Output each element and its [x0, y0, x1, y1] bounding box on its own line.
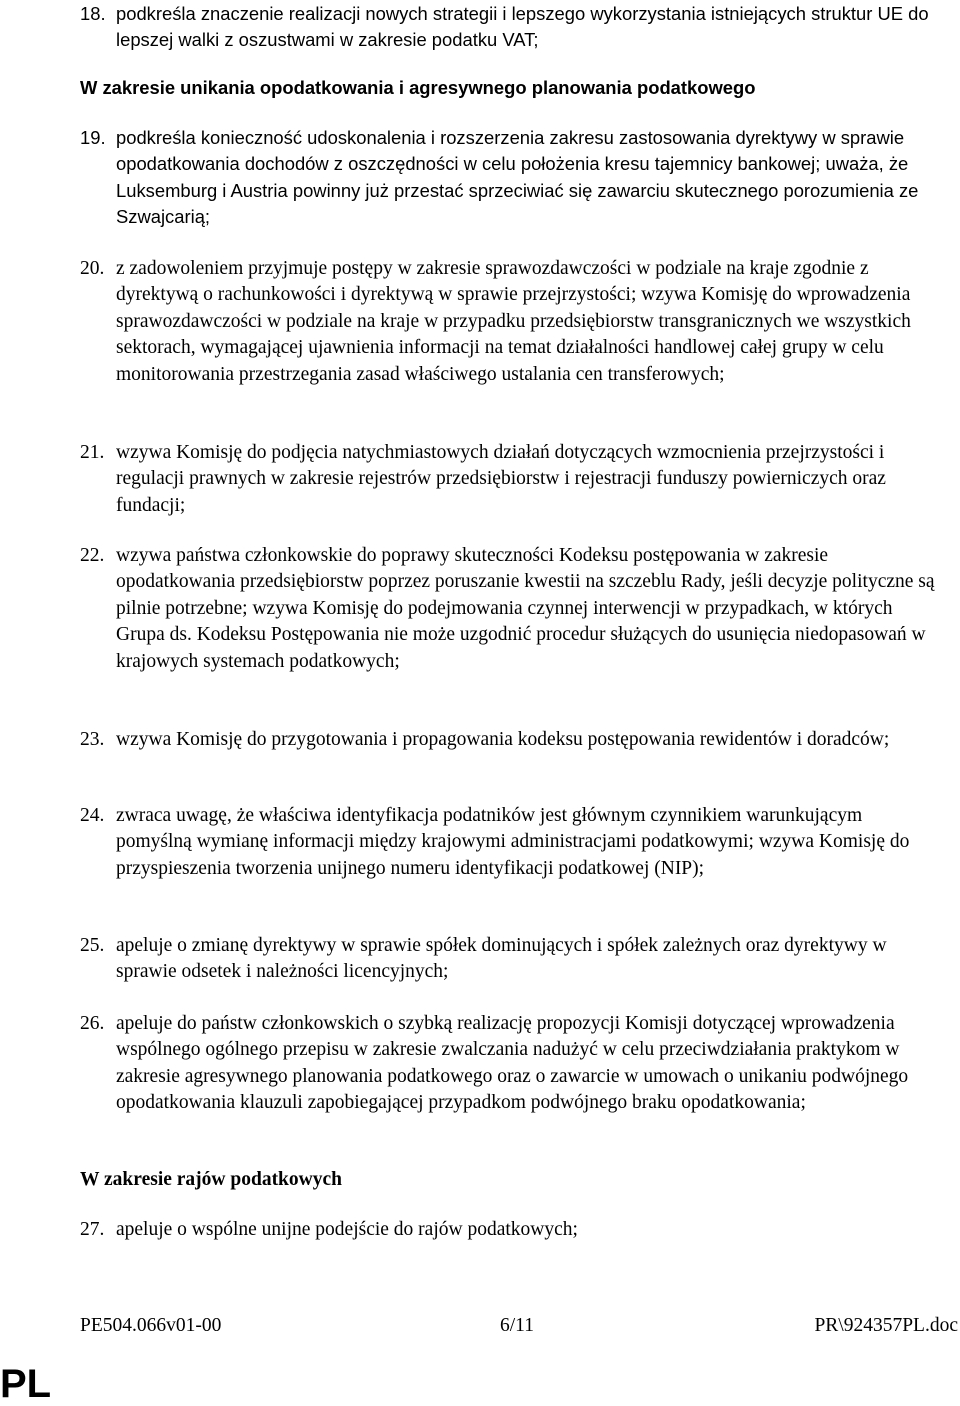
paragraph-number: 27. — [80, 1219, 105, 1240]
paragraph-text: wzywa Komisję do podjęcia natychmiastowych działań dotyczących wzmocnienia przejrzystości i regulacji prawnych w zakresie rejestrów przedsiębiorstw i rejestracji funduszy powierniczych oraz fundacji; — [116, 442, 886, 516]
paragraph-19 — [80, 125, 940, 231]
section-heading-havens: W zakresie rajów podatkowych — [80, 1169, 342, 1190]
paragraph-18 — [80, 1, 940, 54]
paragraph-22 — [80, 543, 940, 675]
paragraph-26 — [80, 1011, 940, 1117]
footer-file-name: PR\924357PL.doc — [814, 1315, 958, 1336]
paragraph-24 — [80, 803, 940, 882]
paragraph-text: podkreśla konieczność udoskonalenia i rozszerzenia zakresu zastosowania dyrektywy w sprawie opodatkowania dochodów z oszczędności w celu położenia kresu tajemnicy bankowej; uważa, że Luksemburg i Austria powinny już przestać sprzeciwiać się zawarciu skutecznego porozumienia ze Szwajcarią; — [116, 127, 919, 228]
language-code: PL — [0, 1362, 52, 1406]
paragraph-text: apeluje o zmianę dyrektywy w sprawie spółek dominujących i spółek zależnych oraz dyrektywy w sprawie odsetek i należności licencyjnych; — [116, 935, 887, 983]
paragraph-number: 25. — [80, 935, 105, 956]
paragraph-number: 26. — [80, 1013, 105, 1034]
section-heading-avoidance: W zakresie unikania opodatkowania i agresywnego planowania podatkowego — [80, 77, 756, 98]
paragraph-number: 24. — [80, 805, 105, 826]
page-footer — [80, 1313, 960, 1339]
paragraph-text: wzywa Komisję do przygotowania i propagowania kodeksu postępowania rewidentów i doradców; — [116, 729, 890, 750]
paragraph-text: z zadowoleniem przyjmuje postępy w zakresie sprawozdawczości w podziale na kraje zgodnie z dyrektywą o rachunkowości i dyrektywą w sprawie przejrzystości; wzywa Komisję do wprowadzenia sprawozdawczości w podziale na kraje w przypadku przedsiębiorstw transgranicznych we wszystkich sektorach, wymagającej ujawnienia informacji na temat działalności handlowej całej grupy w celu monitorowania przestrzegania zasad właściwego ustalania cen transferowych; — [116, 258, 911, 385]
paragraph-number: 22. — [80, 545, 105, 566]
paragraph-21 — [80, 440, 940, 519]
paragraph-20 — [80, 256, 940, 388]
paragraph-text: apeluje do państw członkowskich o szybką realizację propozycji Komisji dotyczącej wprowadzenia wspólnego ogólnego przepisu w zakresie zwalczania nadużyć w celu przeciwdziałania praktykom w zakresie agresywnego planowania podatkowego oraz o zawarcie w umowach o unikaniu podwójnego opodatkowania klauzuli zapobiegającej przypadkom podwójnego braku opodatkowania; — [116, 1013, 909, 1114]
paragraph-number: 20. — [80, 258, 105, 279]
paragraph-number: 18. — [80, 3, 106, 24]
paragraph-25 — [80, 933, 940, 986]
footer-page-number: 6/11 — [500, 1315, 534, 1336]
paragraph-number: 23. — [80, 729, 105, 750]
paragraph-number: 21. — [80, 442, 105, 463]
paragraph-text: podkreśla znaczenie realizacji nowych strategii i lepszego wykorzystania istniejących struktur UE do lepszej walki z oszustwami w zakresie podatku VAT; — [116, 3, 929, 51]
footer-document-id: PE504.066v01-00 — [80, 1315, 222, 1336]
paragraph-number: 19. — [80, 127, 106, 148]
paragraph-23 — [80, 727, 940, 753]
paragraph-text: zwraca uwagę, że właściwa identyfikacja podatników jest głównym czynnikiem warunkującym pomyślną wymianę informacji między krajowymi administracjami podatkowymi; wzywa Komisję do przyspieszenia tworzenia unijnego numeru identyfikacji podatkowej (NIP); — [116, 805, 910, 879]
paragraph-text: apeluje o wspólne unijne podejście do rajów podatkowych; — [116, 1219, 578, 1240]
paragraph-27 — [80, 1217, 940, 1243]
paragraph-text: wzywa państwa członkowskie do poprawy skuteczności Kodeksu postępowania w zakresie opodatkowania przedsiębiorstw poprzez poruszanie kwestii na szczeblu Rady, jeśli decyzje polityczne są pilnie potrzebne; wzywa Komisję do podejmowania czynnej interwencji w przypadkach, w których Grupa ds. Kodeksu Postępowania nie może uzgodnić procedur służących do usunięcia niedopasowań w krajowych systemach podatkowych; — [116, 545, 935, 672]
